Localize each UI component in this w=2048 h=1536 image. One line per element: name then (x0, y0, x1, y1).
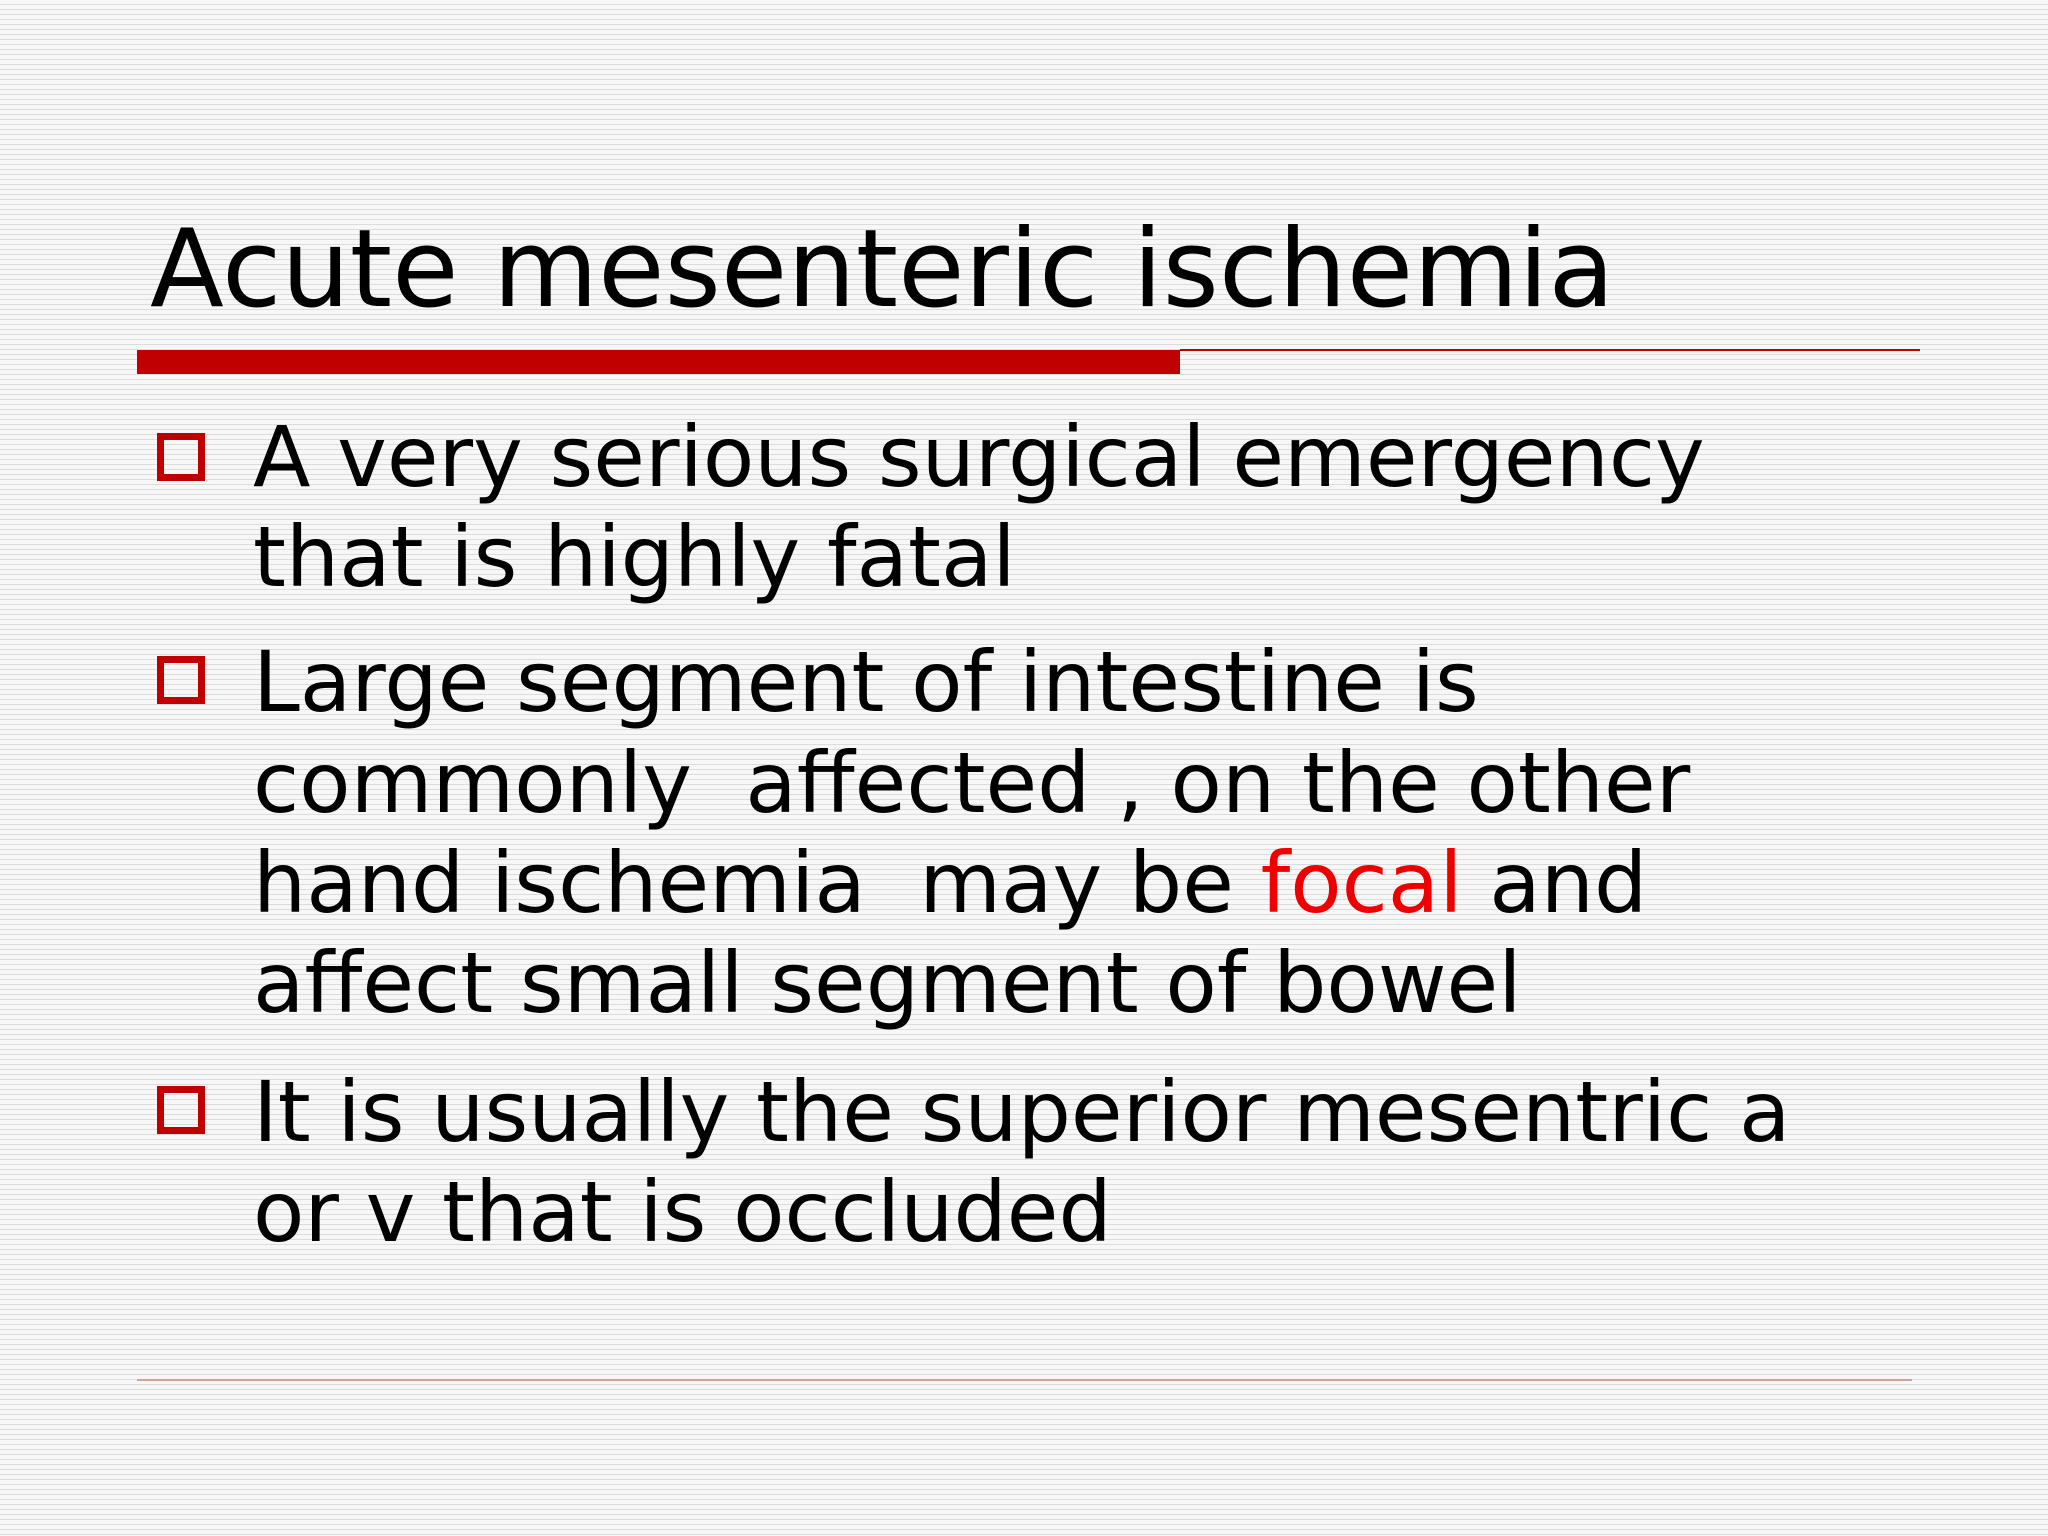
bullet-text-segment: and (1462, 834, 1648, 932)
square-bullet-icon (157, 1086, 205, 1134)
bullet-line: commonly affected , on the other (253, 734, 1691, 832)
square-bullet-icon (157, 433, 205, 481)
bullet-line: or v that is occluded (253, 1163, 1112, 1261)
highlighted-word: focal (1260, 834, 1463, 932)
bullet-line: affect small segment of bowel (253, 934, 1522, 1032)
bullet-line: that is highly fatal (253, 508, 1016, 606)
bullet-line: Large segment of intestine is (253, 633, 1479, 731)
slide-title: Acute mesenteric ischemia (150, 207, 1615, 332)
title-underline-thin (1180, 349, 1920, 351)
square-bullet-icon (157, 656, 205, 704)
bullet-line: A very serious surgical emergency (253, 408, 1705, 506)
footer-divider (137, 1379, 1912, 1381)
bullet-text-segment: hand ischemia may be (253, 834, 1261, 932)
bullet-line-with-highlight (253, 833, 1913, 933)
title-underline-thick (137, 350, 1180, 374)
bullet-line: It is usually the superior mesentric a (253, 1063, 1791, 1161)
